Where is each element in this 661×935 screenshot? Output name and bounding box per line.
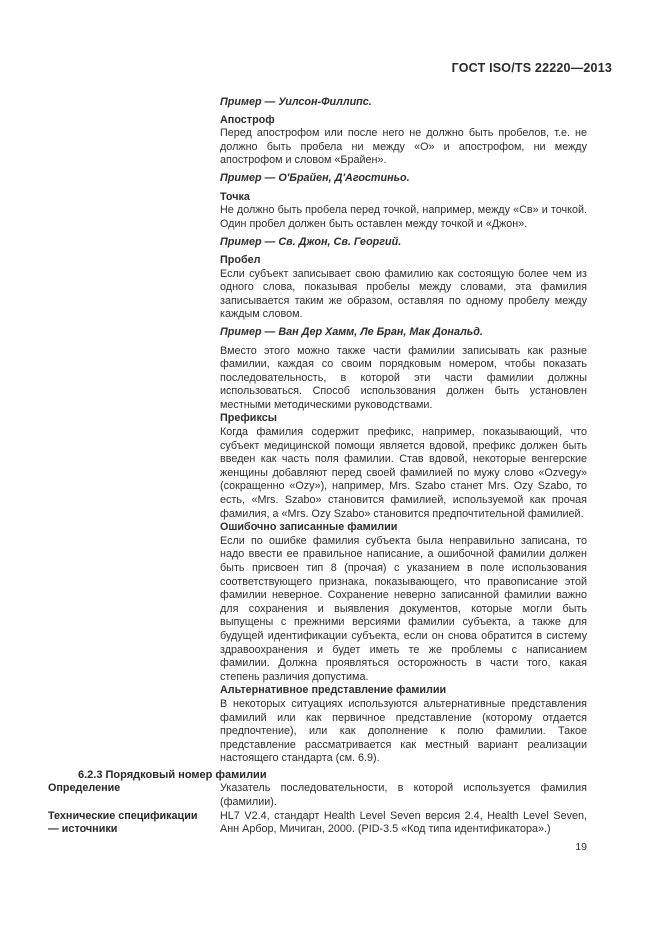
paragraph: В некоторых ситуациях используются альтернативные представления фамилий или как первичное представление (которому отдается предпочтение), или как дополнение к полю фамилии. Такое представление рассматривается как местный вариант реализации настоящего стандарта (см. 6.9). [220, 697, 587, 765]
paragraph: Перед апострофом или после него не должно быть пробелов, т.е. не должно быть пробела ни между «О» и апострофом, ни между апострофом и словом «Брайен». [220, 127, 587, 167]
definition-row-value: Указатель последовательности, в которой используется фамилия (фамилии). [220, 781, 587, 808]
subheading: Ошибочно записанные фамилии [220, 521, 398, 534]
subheading: Альтернативное представление фамилии [220, 684, 447, 697]
subheading: Апостроф [220, 113, 275, 126]
body-blocks [48, 96, 587, 766]
paragraph: Если по ошибке фамилия субъекта была неправильно записана, то надо ввести ее правильное написание, а ошибочной фамилии должен быть присвоен тип 8 (прочая) с указанием в поле использования соответствующего признака, показывающего, что правописание этой фамилии неверное. Сохранение неверно записанной фамилии важно для сохранения и выявления документов, которые могли быть выпущены с прежними версиями фамилии субъекта, а также для будущей идентификации субъекта, если он снова обратится в систему здравоохранения и будет иметь те же проблемы с написанием фамилии. Должна проявляться осторожность в части того, какая степень различия допустима. [220, 534, 587, 683]
subheading: Пробел [220, 253, 261, 266]
example-line: Пример — О'Брайен, Д'Агостиньо. [220, 172, 410, 185]
definition-row-label: Технические спецификации — источники [48, 809, 198, 836]
subheading: Точка [220, 190, 250, 203]
paragraph: Не должно быть пробела перед точкой, например, между «Св» и точкой. Один пробел должен быть оставлен между точкой и «Джон». [220, 204, 587, 230]
subheading: Префиксы [220, 412, 277, 425]
section-heading-6-2-3: 6.2.3 Порядковый номер фамилии [78, 768, 267, 781]
page-number: 19 [575, 841, 587, 853]
definition-row-label: Определение [48, 781, 121, 794]
standard-number-header: ГОСТ ISO/TS 22220—2013 [451, 61, 612, 75]
example-line: Пример — Уилсон-Филлипс. [220, 95, 372, 108]
definition-row-value: HL7 V2.4, стандарт Health Level Seven версия 2.4, Health Level Seven, Анн Арбор, Мичиган, 2000. (PID-3.5 «Код типа идентификатора».) [220, 809, 587, 836]
example-line: Пример — Ван Дер Хамм, Ле Бран, Мак Дональд. [220, 326, 483, 339]
paragraph: Если субъект записывает свою фамилию как состоящую более чем из одного слова, показывая пробелы между словами, эта фамилия записывается таким же образом, оставляя по одному пробелу между каждым словом. [220, 267, 587, 321]
paragraph: Вместо этого можно также части фамилии записывать как разные фамилии, каждая со своим порядковым номером, чтобы показать последовательность, в которой эти части фамилии должны использоваться. Способ использования должен быть установлен местными методическими руководствами. [220, 344, 587, 411]
paragraph: Когда фамилия содержит префикс, например, показывающий, что субъект медицинской помощи является вдовой, префикс должен быть введен как часть поля фамилии. Став вдовой, некоторые венгерские женщины добавляют перед своей фамилией по мужу слово «Ozvegy» (сокращенно «Ozy»), например, Mrs. Szabo станет Mrs. Ozy Szabo, то есть, «Mrs. Szabo» становится фамилией, используемой как прочая фамилия, а «Mrs. Ozy Szabo» становится предпочтительной фамилией. [220, 426, 587, 520]
definition-table [48, 782, 587, 837]
example-line: Пример — Св. Джон, Св. Георгий. [220, 235, 402, 248]
page-content [48, 91, 587, 837]
